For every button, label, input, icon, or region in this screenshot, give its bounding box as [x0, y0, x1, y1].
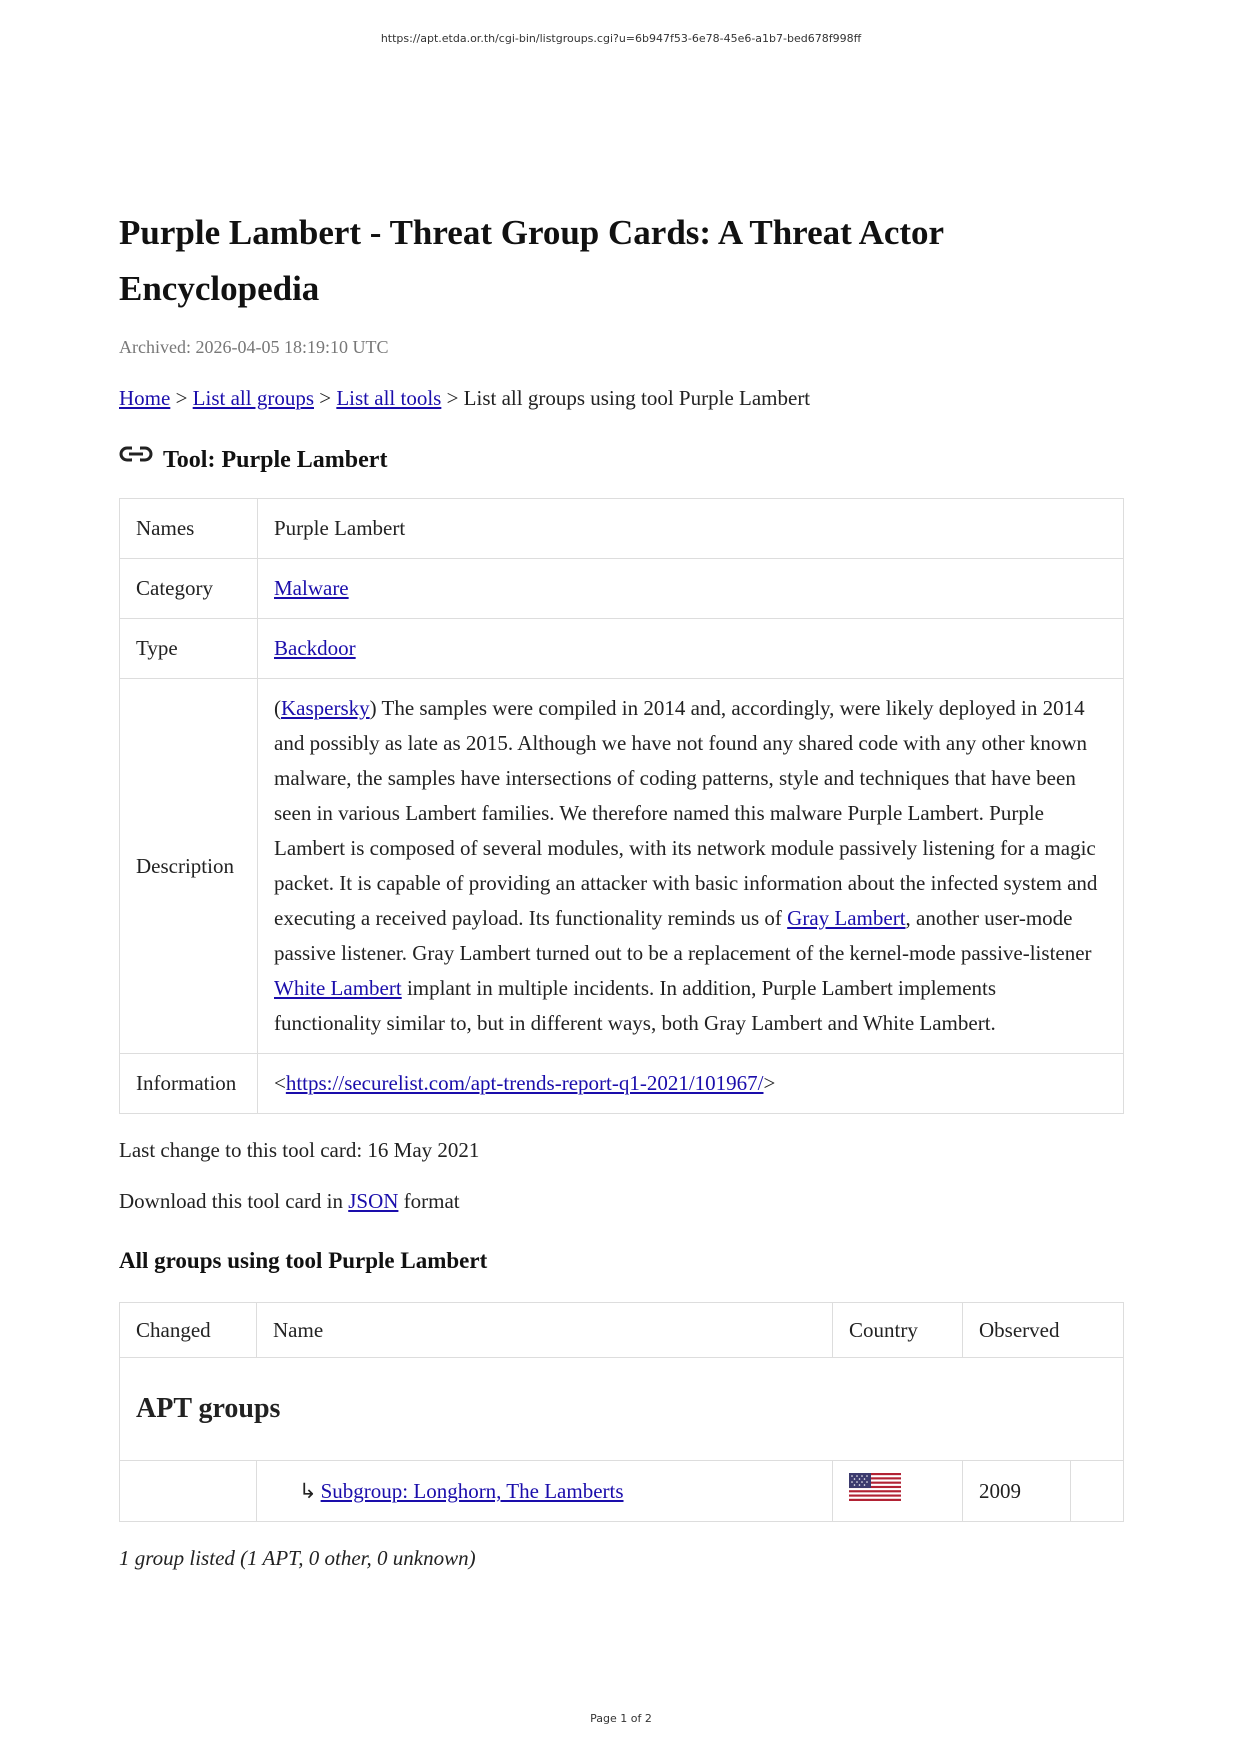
tool-heading [119, 447, 1124, 474]
desc-text: , another user-mode passive listener. Gray Lambert turned out to be a replacement of the kernel-mode passive-listener [274, 906, 1092, 965]
column-header-name[interactable]: Name [257, 1303, 833, 1358]
section-apt-groups: APT groups [120, 1358, 1124, 1461]
category-cell [258, 559, 1124, 619]
names-value: Purple Lambert [258, 499, 1124, 559]
group-name-cell [257, 1461, 833, 1522]
breadcrumb-groups-link[interactable]: List all groups [192, 386, 314, 410]
breadcrumb-separator: > [170, 386, 193, 410]
desc-text: implant in multiple incidents. In addition, Purple Lambert implements functionality similar to, but in different ways, both Gray Lambert and White Lambert. [274, 976, 997, 1035]
description-text [258, 679, 1124, 1054]
download-suffix: format [398, 1189, 460, 1213]
breadcrumb-home-link[interactable]: Home [119, 386, 171, 410]
securelist-link[interactable]: https://securelist.com/apt-trends-report-q1-2021/101967/ [285, 1071, 764, 1095]
info-bracket: < [274, 1071, 286, 1095]
category-link[interactable]: Malware [274, 576, 349, 600]
category-label: Category [120, 559, 258, 619]
column-header-changed[interactable]: Changed [120, 1303, 257, 1358]
desc-text: ) The samples were compiled in 2014 and, accordingly, were likely deployed in 2014 and possibly as late as 2015. Although we have not found any shared code with any other known malware, the samples have intersections of coding patterns, style and techniques that have been seen in various Lambert families. We therefore named this malware Purple Lambert. Purple Lambert is composed of several modules, with its network module passively listening for a magic packet. It is capable of providing an attacker with basic information about the infected system and executing a received payload. Its functionality reminds us of [274, 696, 1098, 930]
changed-cell [120, 1461, 257, 1522]
type-cell [258, 619, 1124, 679]
tool-info-table [119, 498, 1124, 1114]
white-lambert-link[interactable]: White Lambert [274, 976, 402, 1000]
groups-listed-summary: 1 group listed (1 APT, 0 other, 0 unknown) [119, 1546, 476, 1570]
breadcrumb [119, 386, 1124, 411]
gray-lambert-link[interactable]: Gray Lambert [787, 906, 906, 930]
groups-table [119, 1302, 1124, 1522]
breadcrumb-tools-link[interactable]: List all tools [336, 386, 442, 410]
breadcrumb-current: > List all groups using tool Purple Lambert [441, 386, 811, 410]
information-cell [258, 1054, 1124, 1114]
tool-heading-text: Tool: Purple Lambert [163, 447, 388, 473]
column-header-country[interactable]: Country [833, 1303, 963, 1358]
names-label: Names [120, 499, 258, 559]
description-label: Description [120, 679, 258, 1054]
table-row [120, 619, 1124, 679]
us-flag-icon [849, 1473, 901, 1501]
information-label: Information [120, 1054, 258, 1114]
table-row [120, 1054, 1124, 1114]
kaspersky-link[interactable]: Kaspersky [281, 696, 370, 720]
download-line [119, 1189, 1124, 1214]
groups-heading: All groups using tool Purple Lambert [119, 1248, 488, 1273]
type-link[interactable]: Backdoor [274, 636, 356, 660]
page-footer: Page 1 of 2 [590, 1712, 652, 1725]
subgroup-arrow-icon: ↳ [299, 1479, 317, 1503]
page-url-header: https://apt.etda.or.th/cgi-bin/listgroups.cgi?u=6b947f53-6e78-45e6-a1b7-bed678f998ff [380, 32, 862, 45]
page-title: Purple Lambert - Threat Group Cards: A Threat Actor Encyclopedia [119, 213, 944, 308]
country-cell [833, 1461, 963, 1522]
page-content [119, 205, 1124, 1571]
table-row [120, 679, 1124, 1054]
table-section-row [120, 1358, 1124, 1461]
table-header-row [120, 1303, 1124, 1358]
empty-cell [1070, 1461, 1123, 1522]
link-icon [119, 445, 153, 465]
type-label: Type [120, 619, 258, 679]
column-header-observed[interactable]: Observed [963, 1303, 1124, 1358]
table-row [120, 559, 1124, 619]
download-prefix: Download this tool card in [119, 1189, 349, 1213]
desc-paren: ( [274, 696, 281, 720]
last-change: Last change to this tool card: 16 May 2021 [119, 1138, 480, 1162]
table-row [120, 1461, 1124, 1522]
archived-timestamp: Archived: 2026-04-05 18:19:10 UTC [119, 337, 389, 357]
table-row [120, 499, 1124, 559]
observed-cell: 2009 [963, 1461, 1071, 1522]
json-download-link[interactable]: JSON [348, 1189, 399, 1213]
breadcrumb-separator: > [314, 386, 337, 410]
group-link-longhorn[interactable]: Subgroup: Longhorn, The Lamberts [320, 1479, 624, 1503]
info-bracket: > [763, 1071, 776, 1095]
